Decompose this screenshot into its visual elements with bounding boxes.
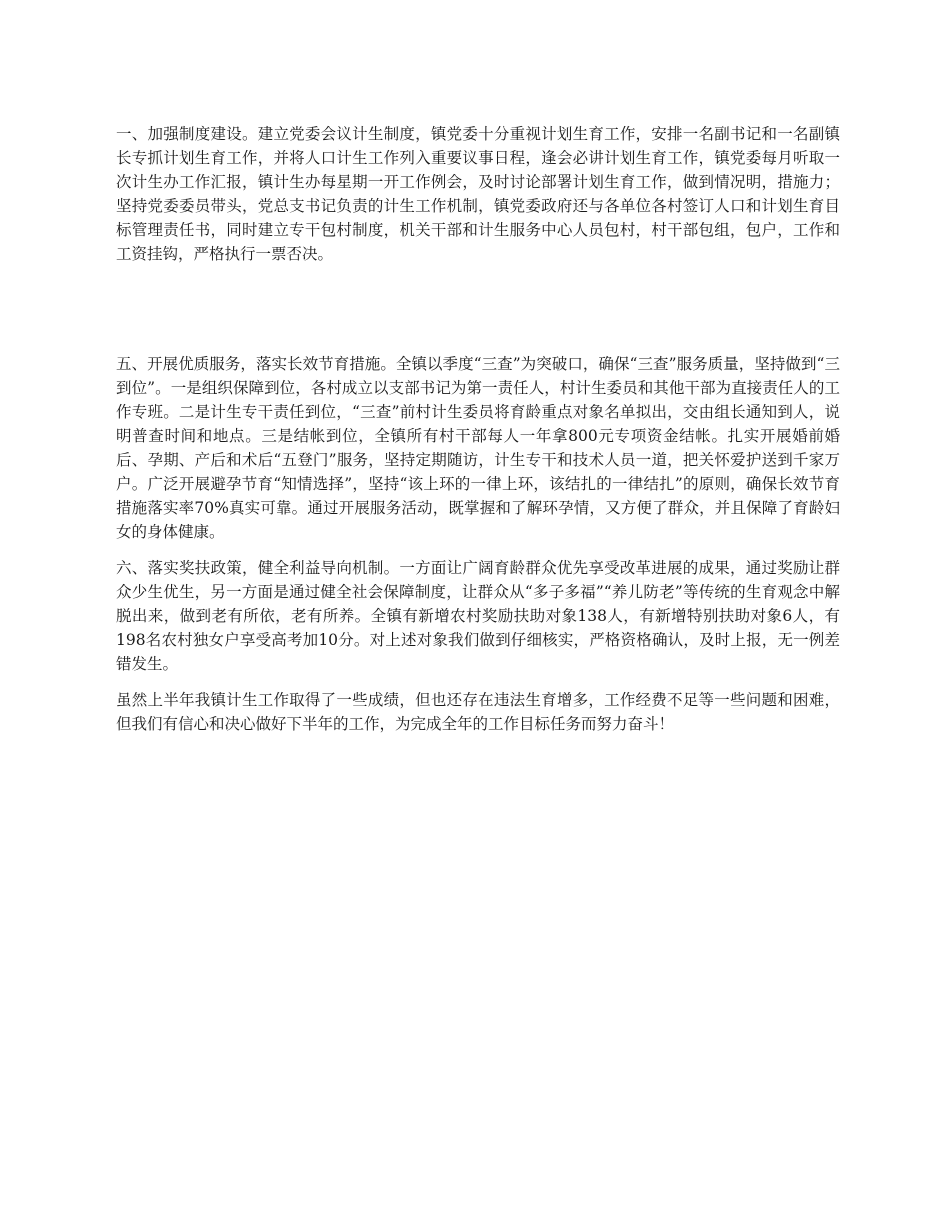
paragraph-gap: [116, 266, 840, 352]
document-body: [116, 122, 840, 736]
paragraph-reward-policy: 六、落实奖扶政策，健全利益导向机制。一方面让广阔育龄群众优先享受改革进展的成果，通过奖励让群众少生优生，另一方面是通过健全社会保障制度，让群众从“多子多福”“养儿防老”等传统的生育观念中解脱出来，做到老有所依，老有所养。全镇有新增农村奖励扶助对象138人，有新增特别扶助对象6人，有198名农村独女户享受高考加10分。对上述对象我们做到仔细核实，严格资格确认，及时上报，无一例差错发生。: [116, 559, 840, 673]
paragraph-quality-service: 五、开展优质服务，落实长效节育措施。全镇以季度“三查”为突破口，确保“三查”服务质量，坚持做到“三到位”。一是组织保障到位，各村成立以支部书记为第一责任人，村计生委员和其他干部为直接责任人的工作专班。二是计生专干责任到位，“三查”前村计生委员将育龄重点对象名单拟出，交由组长通知到人，说明普查时间和地点。三是结帐到位，全镇所有村干部每人一年拿800元专项资金结帐。扎实开展婚前婚后、孕期、产后和术后“五登门”服务，坚持定期随访，计生专干和技术人员一道，把关怀爱护送到千家万户。广泛开展避孕节育“知情选择”，坚持“该上环的一律上环，该结扎的一律结扎”的原则，确保长效节育措施落实率70%真实可靠。通过开展服务活动，既掌握和了解环孕情，又方便了群众，并且保障了育龄妇女的身体健康。: [116, 355, 840, 541]
paragraph-conclusion: 虽然上半年我镇计生工作取得了一些成绩，但也还存在违法生育增多，工作经费不足等一些问题和困难，但我们有信心和决心做好下半年的工作，为完成全年的工作目标任务而努力奋斗！: [116, 691, 840, 733]
paragraph-system-building: 一、加强制度建设。建立党委会议计生制度，镇党委十分重视计划生育工作，安排一名副书记和一名副镇长专抓计划生育工作，并将人口计生工作列入重要议事日程，逢会必讲计划生育工作，镇党委每月听取一次计生办工作汇报，镇计生办每星期一开工作例会，及时讨论部署计划生育工作，做到情况明，措施力；坚持党委委员带头，党总支书记负责的计生工作机制，镇党委政府还与各单位各村签订人口和计划生育目标管理责任书，同时建立专干包村制度，机关干部和计生服务中心人员包村，村干部包组，包户，工作和工资挂钩，严格执行一票否决。: [116, 125, 840, 263]
